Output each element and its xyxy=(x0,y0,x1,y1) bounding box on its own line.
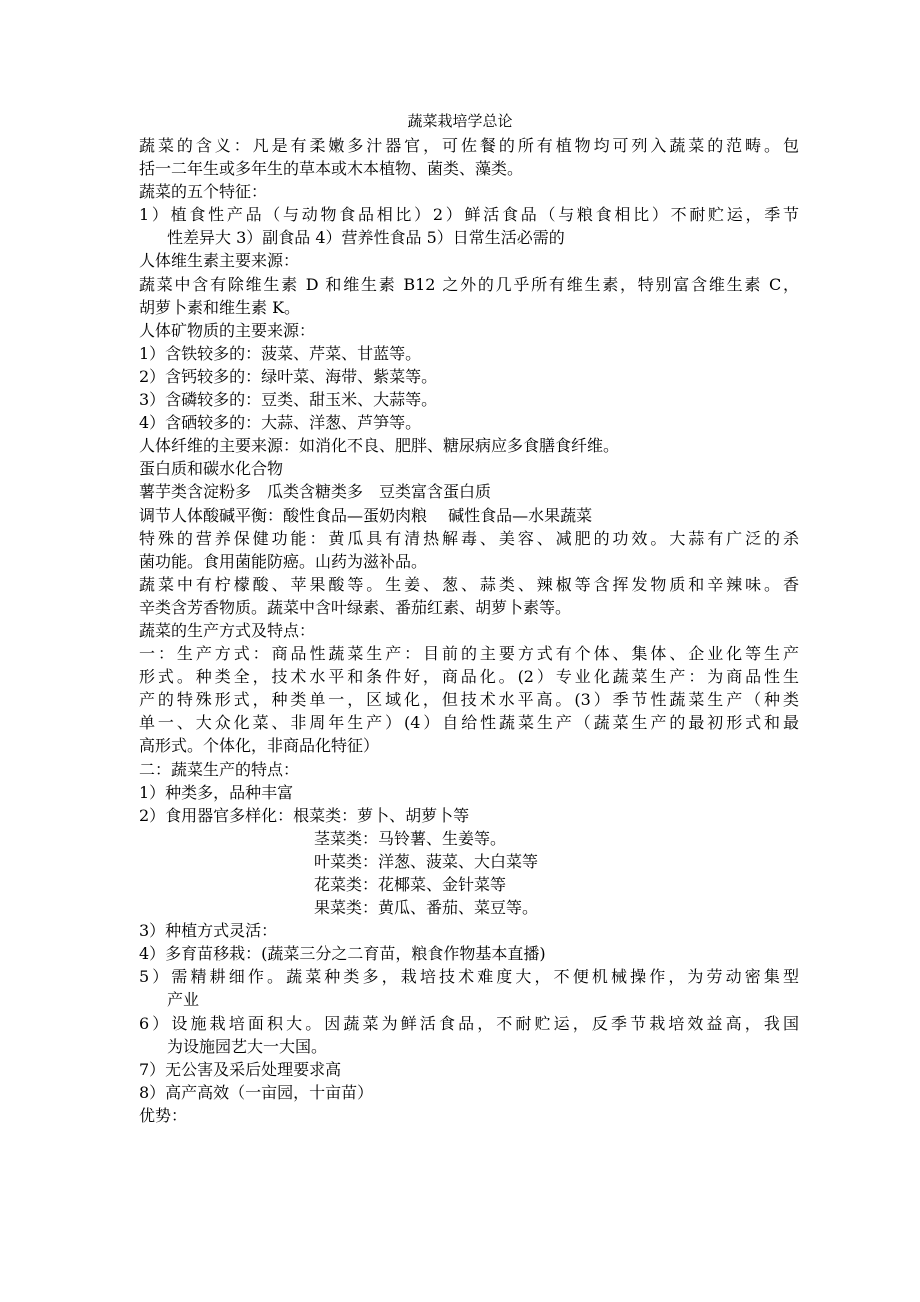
text-line: 胡萝卜素和维生素 K。 xyxy=(139,297,301,317)
text-line: 8）高产高效（一亩园，十亩苗） xyxy=(139,1082,374,1102)
text-line: 人体矿物质的主要来源： xyxy=(139,320,316,340)
text-line: 6）设施栽培面积大。因蔬菜为鲜活食品，不耐贮运，反季节栽培效益高，我国 xyxy=(139,1013,799,1033)
text-line: 优势： xyxy=(139,1105,188,1125)
text-line: 一：生产方式：商品性蔬菜生产：目前的主要方式有个体、集体、企业化等生产 xyxy=(139,644,799,664)
text-line: 调节人体酸碱平衡：酸性食品—蛋奶肉粮 碱性食品—水果蔬菜 xyxy=(139,505,593,525)
text-line: 辛类含芳香物质。蔬菜中含叶绿素、番茄红素、胡萝卜素等。 xyxy=(139,597,572,617)
text-line: 产的特殊形式，种类单一，区域化，但技术水平高。(3）季节性蔬菜生产（种类 xyxy=(139,690,799,710)
text-line: 高形式。个体化，非商品化特征） xyxy=(139,736,380,756)
text-line: 1）种类多，品种丰富 xyxy=(139,782,294,802)
text-line: 4）含硒较多的：大蒜、洋葱、芦笋等。 xyxy=(139,413,422,433)
text-line: 产业 xyxy=(167,990,200,1010)
text-line: 薯芋类含淀粉多 瓜类含糖类多 豆类富含蛋白质 xyxy=(139,482,492,502)
text-line: 蔬菜中有柠檬酸、苹果酸等。生姜、葱、蒜类、辣椒等含挥发物质和辛辣味。香 xyxy=(139,574,799,594)
text-line: 蛋白质和碳水化合物 xyxy=(139,459,284,479)
text-line: 特殊的营养保健功能：黄瓜具有清热解毒、美容、减肥的功效。大蒜有广泛的杀 xyxy=(139,528,799,548)
text-line: 2）食用器官多样化：根菜类：萝卜、胡萝卜等 xyxy=(139,805,470,825)
text-line: 性差异大 3）副食品 4）营养性食品 5）日常生活必需的 xyxy=(167,228,565,248)
text-line: 3）种植方式灵活： xyxy=(139,921,278,941)
text-line: 蔬菜的五个特征： xyxy=(139,182,268,202)
text-line: 2）含钙较多的：绿叶菜、海带、紫菜等。 xyxy=(139,366,438,386)
text-line: 茎菜类：马铃薯、生姜等。 xyxy=(314,828,507,848)
text-line: 人体纤维的主要来源：如消化不良、肥胖、糖尿病应多食膳食纤维。 xyxy=(139,436,620,456)
document-title: 蔬菜栽培学总论 xyxy=(407,112,513,130)
text-line: 蔬菜的生产方式及特点： xyxy=(139,620,316,640)
text-line: 果菜类：黄瓜、番茄、菜豆等。 xyxy=(314,898,539,918)
document-body xyxy=(139,134,799,1127)
text-line: 蔬菜的含义：凡是有柔嫩多汁器官，可佐餐的所有植物均可列入蔬菜的范畴。包 xyxy=(139,136,799,155)
text-line: 花菜类：花椰菜、金针菜等 xyxy=(314,875,507,894)
text-line: 7）无公害及采后处理要求高 xyxy=(139,1059,342,1079)
text-line: 4）多育苗移栽：(蔬菜三分之二育苗，粮食作物基本直播) xyxy=(139,944,546,964)
text-line: 1）含铁较多的：菠菜、芹菜、甘蓝等。 xyxy=(139,343,422,363)
text-line: 叶菜类：洋葱、菠菜、大白菜等 xyxy=(314,851,539,871)
text-line: 为设施园艺大一大国。 xyxy=(167,1036,328,1056)
text-line: 单一、大众化菜、非周年生产）(4）自给性蔬菜生产（蔬菜生产的最初形式和最 xyxy=(139,713,799,733)
text-line: 蔬菜中含有除维生素 D 和维生素 B12 之外的几乎所有维生素，特别富含维生素 C， xyxy=(139,274,799,294)
text-line: 3）含磷较多的：豆类、甜玉米、大蒜等。 xyxy=(139,390,438,410)
text-line: 二：蔬菜生产的特点： xyxy=(139,759,300,779)
text-line: 菌功能。食用菌能防癌。山药为滋补品。 xyxy=(139,551,428,571)
text-line: 形式。种类全，技术水平和条件好，商品化。(2）专业化蔬菜生产：为商品性生 xyxy=(139,667,799,687)
text-line: 1）植食性产品（与动物食品相比）2）鲜活食品（与粮食相比）不耐贮运，季节 xyxy=(139,205,799,225)
text-line: 括一二年生或多年生的草本或木本植物、菌类、藻类。 xyxy=(139,159,524,179)
text-line: 5）需精耕细作。蔬菜种类多，栽培技术难度大，不便机械操作，为劳动密集型 xyxy=(139,967,799,987)
text-line: 人体维生素主要来源： xyxy=(139,251,300,271)
